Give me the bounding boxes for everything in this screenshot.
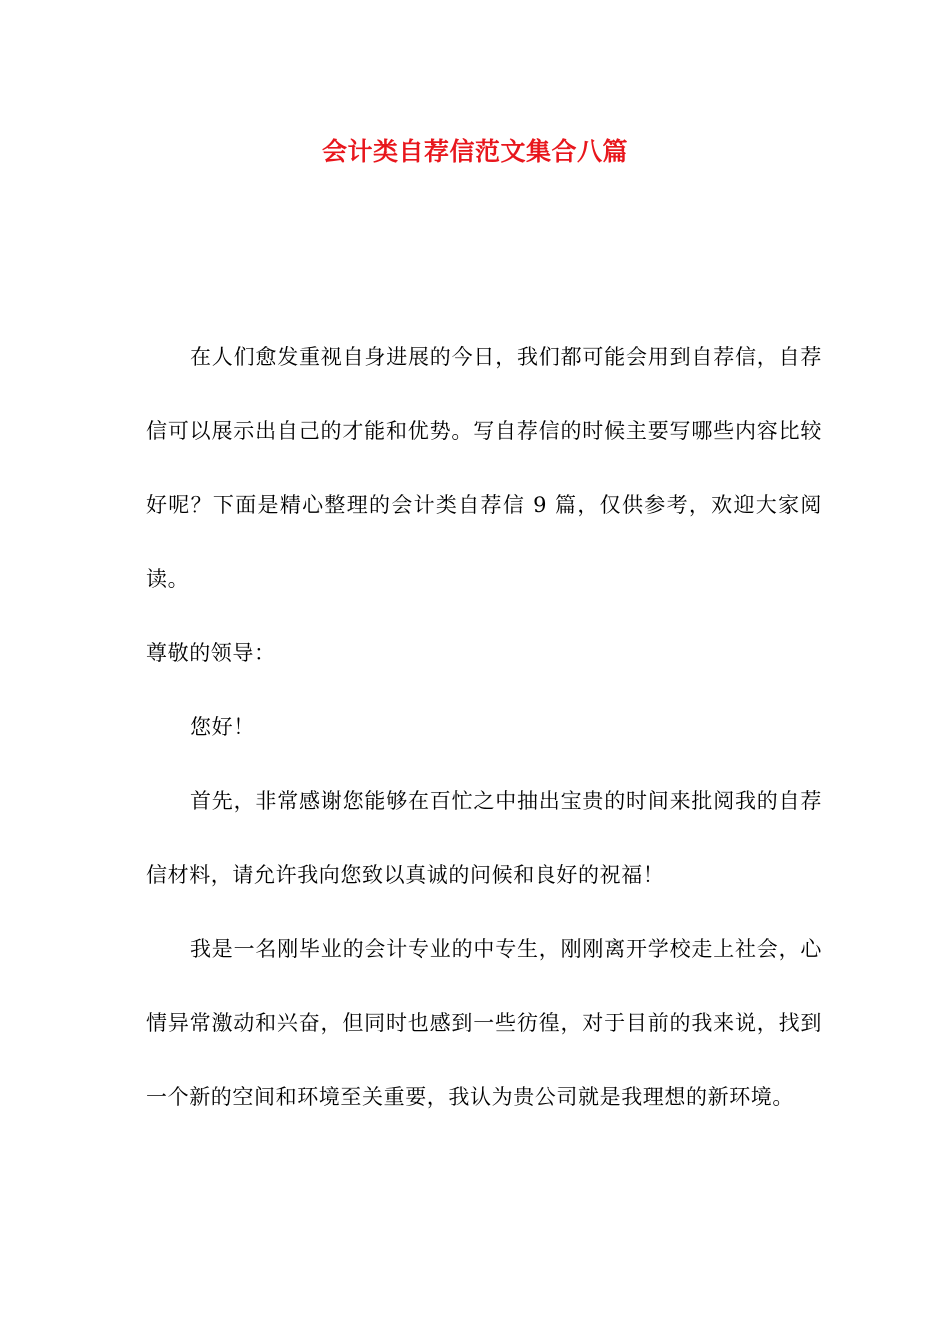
paragraph-intro: 在人们愈发重视自身进展的今日，我们都可能会用到自荐信，自荐信可以展示出自己的才能和优势。写自荐信的时候主要写哪些内容比较好呢？下面是精心整理的会计类自荐信 9 篇，仅供参考，欢迎大家阅读。 bbox=[146, 345, 822, 591]
paragraph-greeting: 您好！ bbox=[190, 715, 255, 739]
paragraph-salutation: 尊敬的领导： bbox=[146, 641, 276, 665]
paragraph-self-intro: 我是一名刚毕业的会计专业的中专生，刚刚离开学校走上社会，心情异常激动和兴奋，但同时也感到一些彷徨，对于目前的我来说，找到一个新的空间和环境至关重要，我认为贵公司就是我理想的新环境。 bbox=[146, 937, 822, 1109]
document-body bbox=[146, 320, 822, 1134]
document-title: 会计类自荐信范文集合八篇 bbox=[321, 137, 628, 166]
paragraph-thanks: 首先，非常感谢您能够在百忙之中抽出宝贵的时间来批阅我的自荐信材料，请允许我向您致以真诚的问候和良好的祝福！ bbox=[146, 789, 822, 887]
